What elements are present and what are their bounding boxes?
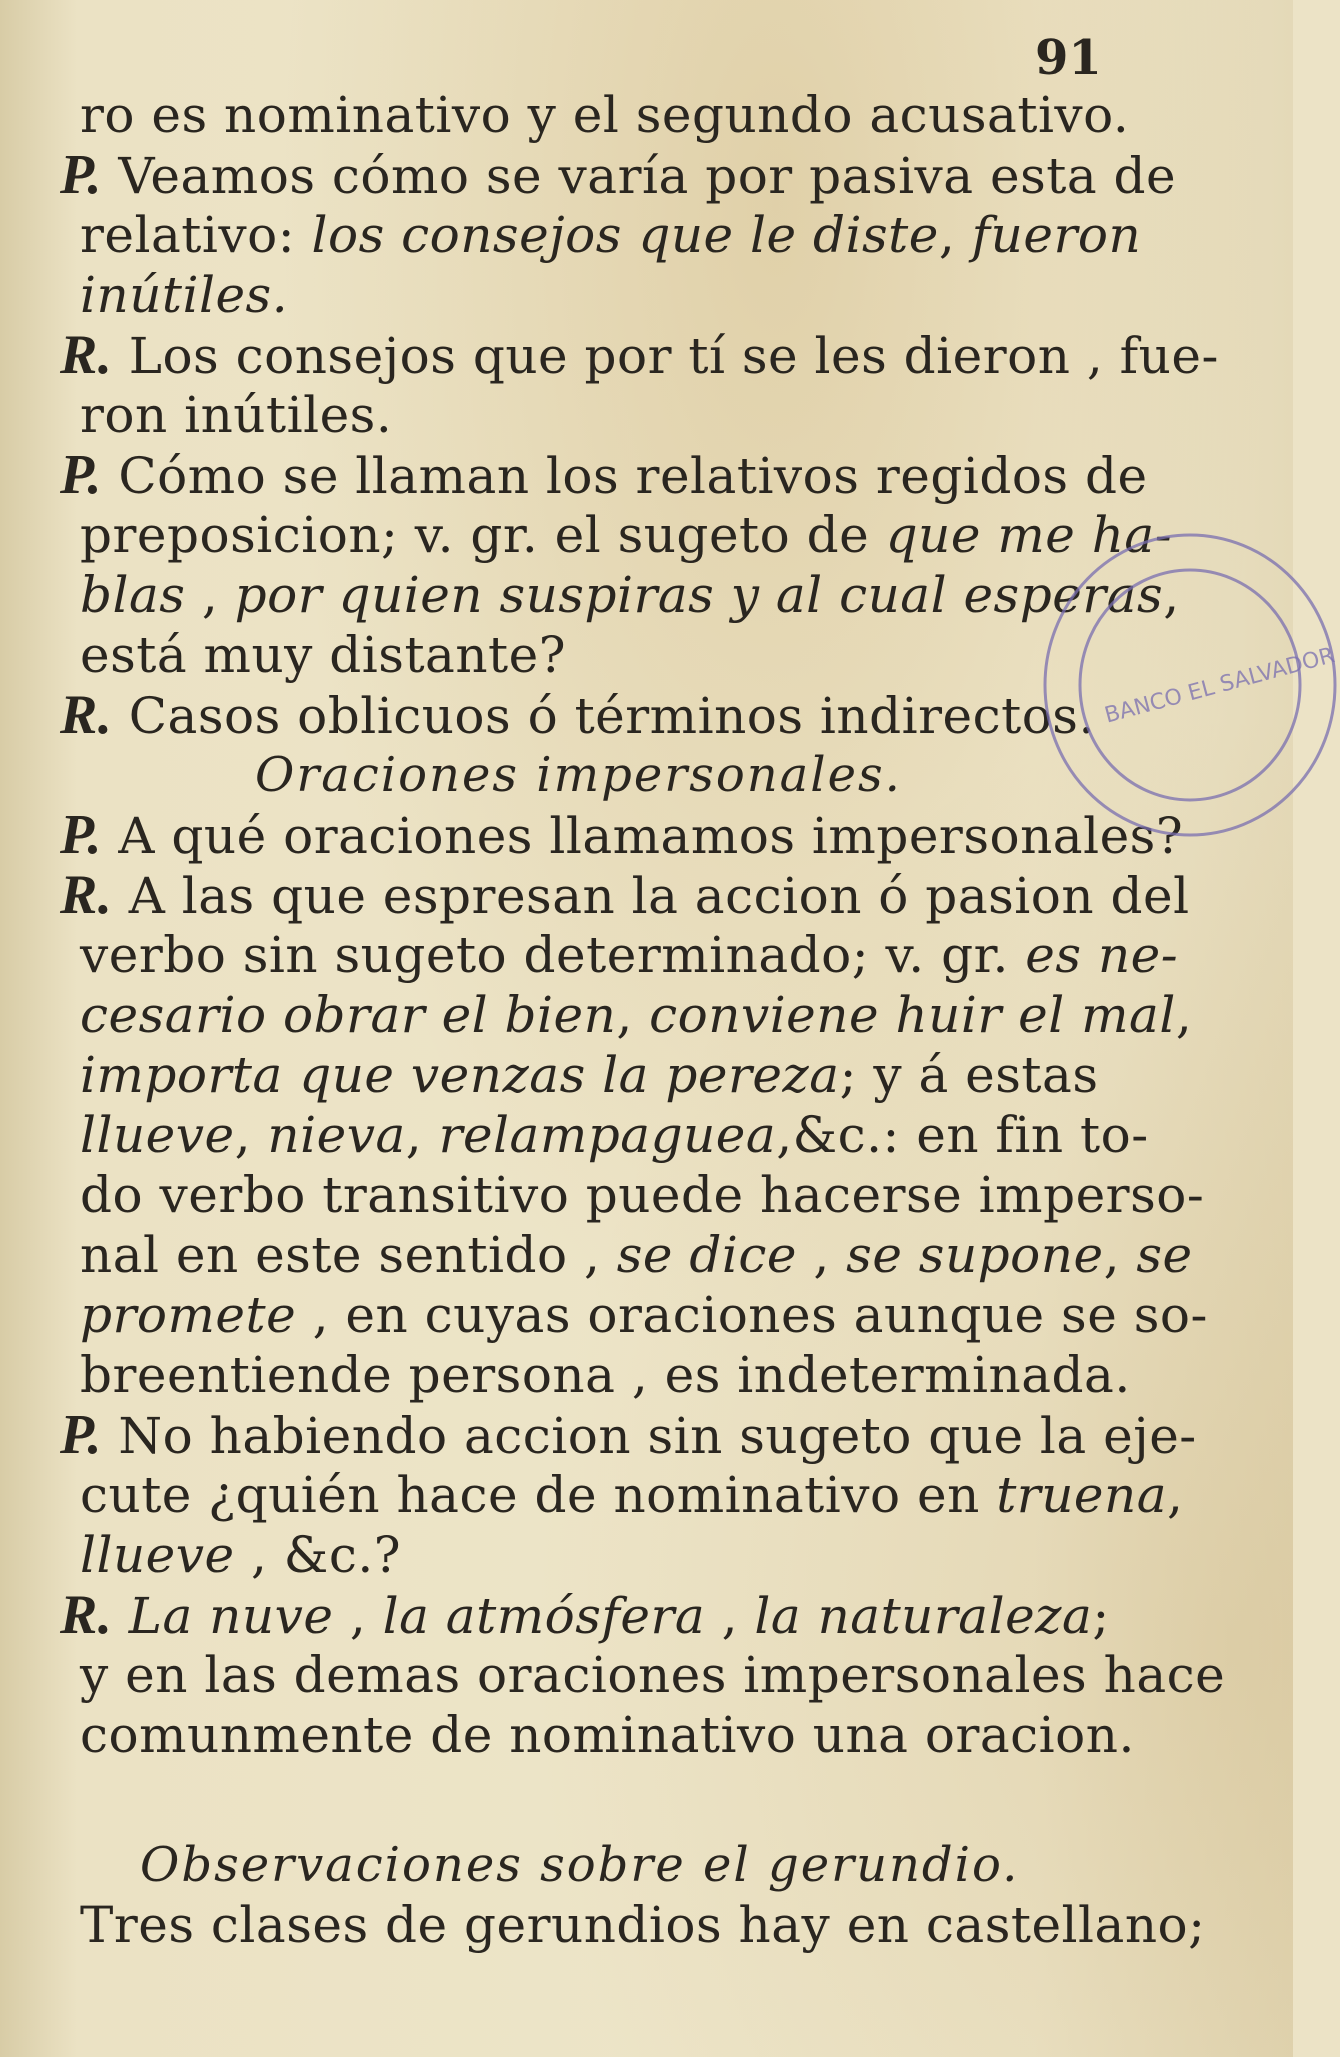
- text-line: [60, 444, 1148, 506]
- text-line: [80, 205, 1142, 265]
- text-run: cesario obrar el bien: [80, 986, 617, 1044]
- text-run: se: [1136, 1226, 1193, 1284]
- text-run: relativo:: [80, 206, 312, 264]
- text-run: Veamos cómo se varía por pasiva esta de: [102, 147, 1177, 205]
- text-run: do verbo transitivo puede hacerse imperso-: [80, 1166, 1205, 1224]
- text-line: [80, 265, 1120, 325]
- text-run: la atmósfera: [382, 1587, 706, 1645]
- text-line: [60, 144, 1177, 206]
- text-line: [60, 864, 1190, 926]
- text-run: , &c.?: [234, 1526, 402, 1584]
- text-line: [80, 85, 1130, 145]
- stamp-text: BANCO EL SALVADOR: [1102, 643, 1338, 729]
- library-stamp: [1040, 525, 1340, 865]
- text-line: [80, 565, 1180, 625]
- text-run: ,: [405, 1106, 439, 1164]
- text-line: [80, 1705, 1135, 1765]
- text-run: está muy distante?: [80, 626, 567, 684]
- text-run: se dice: [616, 1226, 797, 1284]
- speaker-marker: R.: [60, 324, 113, 386]
- text-line: [80, 1645, 1226, 1705]
- text-run: se supone: [846, 1226, 1104, 1284]
- text-run: por quien suspiras y al cual esperas: [234, 566, 1164, 624]
- text-run: ,: [1103, 1226, 1137, 1284]
- text-run: preposicion; v. gr. el sugeto de: [80, 506, 886, 564]
- text-run: No habiendo accion sin sugeto que la eje-: [102, 1407, 1197, 1465]
- text-line: [60, 685, 1120, 746]
- text-run: ,: [185, 566, 235, 624]
- text-line: [60, 324, 1219, 386]
- speaker-marker: P.: [60, 1404, 102, 1466]
- text-run: Cómo se llaman los relativos regidos de: [102, 447, 1148, 505]
- text-run: que me ha-: [885, 506, 1173, 564]
- speaker-marker: R.: [60, 684, 113, 746]
- text-line: [80, 985, 1193, 1045]
- text-run: ;: [1092, 1587, 1110, 1645]
- text-run: breentiende persona , es indeterminada.: [80, 1346, 1131, 1404]
- text-line: [80, 505, 1173, 565]
- text-run: Tres clases de gerundios hay en castellano;: [80, 1896, 1206, 1954]
- speaker-marker: R.: [60, 1584, 113, 1646]
- section-heading: [255, 745, 902, 805]
- section-heading: [140, 1835, 1019, 1895]
- text-run: ,: [1163, 566, 1180, 624]
- text-run: ro es nominativo y el segundo acusativo.: [80, 86, 1130, 144]
- text-run: Los consejos que por tí se les dieron , fue-: [112, 327, 1219, 385]
- text-run: los consejos que le diste: [311, 206, 939, 264]
- text-line: [80, 1895, 1206, 1955]
- text-run: es ne-: [1025, 926, 1179, 984]
- text-run: nal en este sentido ,: [80, 1226, 617, 1284]
- text-run: relampaguea: [438, 1106, 777, 1164]
- text-line: [80, 1045, 1120, 1105]
- speaker-marker: P.: [60, 804, 102, 866]
- text-run: A las que espresan la accion ó pasion del: [112, 867, 1190, 925]
- text-line: [60, 804, 1184, 866]
- text-run: inútiles.: [80, 266, 289, 324]
- text-run: llueve: [80, 1526, 235, 1584]
- text-run: promete: [80, 1286, 297, 1344]
- text-line: [60, 1404, 1197, 1466]
- text-run: ,&c.: en fin to-: [776, 1106, 1149, 1164]
- speaker-marker: R.: [60, 864, 113, 926]
- text-run: importa que venzas la pereza: [80, 1046, 840, 1104]
- text-run: ron inútiles.: [80, 386, 393, 444]
- text-run: A qué oraciones llamamos impersonales?: [102, 807, 1184, 865]
- text-line: [80, 1165, 1205, 1225]
- text-run: ,: [938, 206, 972, 264]
- text-run: truena: [996, 1466, 1168, 1524]
- speaker-marker: P.: [60, 144, 102, 206]
- text-line: [80, 1225, 1193, 1285]
- text-run: blas: [80, 566, 186, 624]
- text-run: ; y á estas: [839, 1046, 1099, 1104]
- text-run: cute ¿quién hace de nominativo en: [80, 1466, 997, 1524]
- text-run: Observaciones sobre el gerundio.: [140, 1837, 1020, 1893]
- text-run: , en cuyas oraciones aunque se so-: [296, 1286, 1208, 1344]
- text-run: conviene huir el mal: [649, 986, 1176, 1044]
- text-line: [80, 1345, 1131, 1405]
- text-line: [80, 1465, 1184, 1525]
- text-run: comunmente de nominativo una oracion.: [80, 1706, 1135, 1764]
- text-line: [80, 925, 1179, 985]
- text-line: [60, 1585, 1120, 1646]
- text-line: [80, 625, 1120, 685]
- text-run: y en las demas oraciones impersonales hace: [80, 1646, 1226, 1704]
- text-run: ,: [705, 1587, 755, 1645]
- text-line: [80, 1525, 1120, 1585]
- speaker-marker: P.: [60, 444, 102, 506]
- text-run: ,: [1167, 1466, 1184, 1524]
- text-line: [80, 1285, 1208, 1345]
- text-run: [112, 1587, 128, 1645]
- text-run: ,: [234, 1106, 268, 1164]
- text-run: llueve: [80, 1106, 235, 1164]
- page-number: 91: [1035, 30, 1102, 86]
- text-run: ,: [796, 1226, 847, 1284]
- text-run: Casos oblicuos ó términos indirectos.: [112, 687, 1095, 745]
- text-run: ,: [616, 986, 650, 1044]
- text-run: La nuve: [128, 1587, 334, 1645]
- text-run: ,: [1175, 986, 1193, 1044]
- text-run: fueron: [971, 206, 1142, 264]
- text-run: ,: [333, 1587, 383, 1645]
- text-run: verbo sin sugeto determinado; v. gr.: [80, 926, 1026, 984]
- text-run: la naturaleza: [754, 1587, 1093, 1645]
- text-run: nieva: [267, 1106, 406, 1164]
- text-line: [80, 1105, 1149, 1165]
- text-line: [80, 385, 1120, 445]
- text-run: Oraciones impersonales.: [255, 747, 902, 803]
